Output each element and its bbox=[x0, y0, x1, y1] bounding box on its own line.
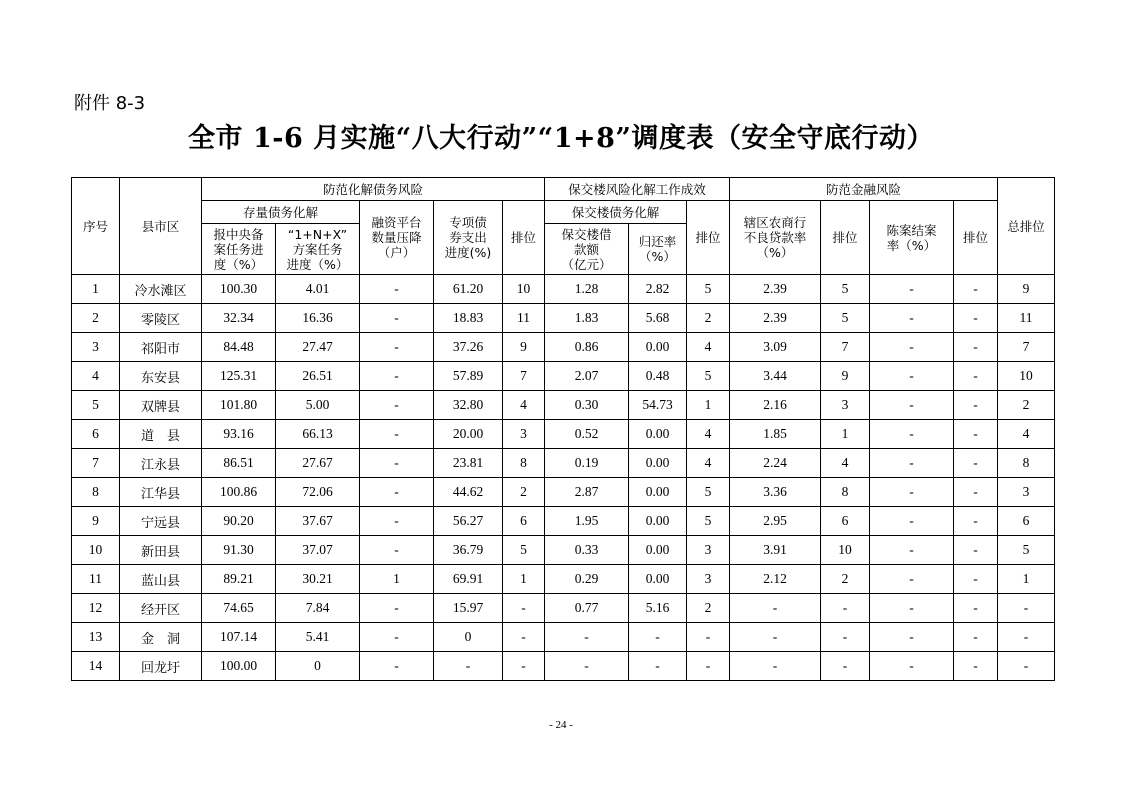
cell-total-rank: 3 bbox=[998, 478, 1055, 507]
cell-total-rank: 2 bbox=[998, 391, 1055, 420]
cell-npl: 3.36 bbox=[730, 478, 821, 507]
cell-seq: 8 bbox=[72, 478, 120, 507]
cell-platform: - bbox=[360, 362, 434, 391]
cell-rank-1: 1 bbox=[503, 565, 545, 594]
cell-npl: 2.12 bbox=[730, 565, 821, 594]
header-total-rank: 总排位 bbox=[998, 178, 1055, 275]
cell-special-bond: 56.27 bbox=[434, 507, 503, 536]
cell-platform: 1 bbox=[360, 565, 434, 594]
cell-rank-1: 4 bbox=[503, 391, 545, 420]
cell-repay-rate: 0.48 bbox=[629, 362, 687, 391]
cell-rank-2: 5 bbox=[687, 362, 730, 391]
cell-loan-amount: 2.07 bbox=[545, 362, 629, 391]
cell-loan-amount: 1.28 bbox=[545, 275, 629, 304]
cell-central-plan: 89.21 bbox=[202, 565, 276, 594]
header-npl: 辖区农商行 不良贷款率 （%） bbox=[730, 201, 821, 275]
cell-county: 零陵区 bbox=[120, 304, 202, 333]
attachment-label: 附件 8-3 bbox=[74, 93, 146, 114]
dispatch-table bbox=[71, 177, 1055, 681]
cell-county: 金 洞 bbox=[120, 623, 202, 652]
cell-rank-3: 2 bbox=[821, 565, 870, 594]
table-row bbox=[72, 391, 1055, 420]
cell-central-plan: 100.00 bbox=[202, 652, 276, 681]
cell-rank-1: - bbox=[503, 594, 545, 623]
cell-rank-2: 3 bbox=[687, 565, 730, 594]
cell-rank-4: - bbox=[954, 275, 998, 304]
cell-rank-4: - bbox=[954, 391, 998, 420]
cell-loan-amount: 1.83 bbox=[545, 304, 629, 333]
cell-plan-1nx: 4.01 bbox=[276, 275, 360, 304]
cell-case-rate: - bbox=[870, 391, 954, 420]
cell-case-rate: - bbox=[870, 275, 954, 304]
header-platform: 融资平台 数量压降 （户） bbox=[360, 201, 434, 275]
cell-rank-3: - bbox=[821, 623, 870, 652]
cell-central-plan: 100.30 bbox=[202, 275, 276, 304]
cell-npl: 3.91 bbox=[730, 536, 821, 565]
cell-plan-1nx: 27.47 bbox=[276, 333, 360, 362]
cell-total-rank: 5 bbox=[998, 536, 1055, 565]
cell-loan-amount: 0.52 bbox=[545, 420, 629, 449]
cell-npl: 2.39 bbox=[730, 304, 821, 333]
cell-case-rate: - bbox=[870, 449, 954, 478]
header-loan-amount: 保交楼借 款额 （亿元） bbox=[545, 224, 629, 275]
table-row bbox=[72, 362, 1055, 391]
cell-rank-4: - bbox=[954, 507, 998, 536]
cell-plan-1nx: 7.84 bbox=[276, 594, 360, 623]
cell-loan-amount: 0.33 bbox=[545, 536, 629, 565]
cell-npl: 2.39 bbox=[730, 275, 821, 304]
cell-case-rate: - bbox=[870, 333, 954, 362]
cell-platform: - bbox=[360, 594, 434, 623]
cell-repay-rate: 5.68 bbox=[629, 304, 687, 333]
header-repay-rate: 归还率 （%） bbox=[629, 224, 687, 275]
cell-loan-amount: 1.95 bbox=[545, 507, 629, 536]
cell-total-rank: 11 bbox=[998, 304, 1055, 333]
cell-repay-rate: 0.00 bbox=[629, 333, 687, 362]
cell-rank-3: 5 bbox=[821, 275, 870, 304]
cell-plan-1nx: 0 bbox=[276, 652, 360, 681]
cell-total-rank: 4 bbox=[998, 420, 1055, 449]
cell-rank-3: 6 bbox=[821, 507, 870, 536]
cell-platform: - bbox=[360, 391, 434, 420]
cell-repay-rate: 0.00 bbox=[629, 449, 687, 478]
cell-rank-3: 10 bbox=[821, 536, 870, 565]
cell-rank-3: - bbox=[821, 652, 870, 681]
cell-county: 蓝山县 bbox=[120, 565, 202, 594]
cell-case-rate: - bbox=[870, 507, 954, 536]
cell-npl: 1.85 bbox=[730, 420, 821, 449]
cell-central-plan: 91.30 bbox=[202, 536, 276, 565]
cell-repay-rate: 2.82 bbox=[629, 275, 687, 304]
cell-county: 双牌县 bbox=[120, 391, 202, 420]
cell-repay-rate: 0.00 bbox=[629, 565, 687, 594]
cell-seq: 12 bbox=[72, 594, 120, 623]
cell-plan-1nx: 16.36 bbox=[276, 304, 360, 333]
cell-county: 东安县 bbox=[120, 362, 202, 391]
cell-seq: 13 bbox=[72, 623, 120, 652]
cell-rank-4: - bbox=[954, 304, 998, 333]
cell-npl: 3.44 bbox=[730, 362, 821, 391]
cell-central-plan: 90.20 bbox=[202, 507, 276, 536]
cell-case-rate: - bbox=[870, 565, 954, 594]
cell-rank-4: - bbox=[954, 652, 998, 681]
page-number: - 24 - bbox=[549, 719, 573, 731]
cell-loan-amount: 0.29 bbox=[545, 565, 629, 594]
header-case-rate: 陈案结案 率（%） bbox=[870, 201, 954, 275]
cell-rank-4: - bbox=[954, 362, 998, 391]
cell-rank-4: - bbox=[954, 565, 998, 594]
cell-rank-1: 10 bbox=[503, 275, 545, 304]
cell-rank-3: 9 bbox=[821, 362, 870, 391]
table-row bbox=[72, 565, 1055, 594]
cell-case-rate: - bbox=[870, 652, 954, 681]
cell-npl: - bbox=[730, 623, 821, 652]
cell-case-rate: - bbox=[870, 623, 954, 652]
cell-rank-2: 3 bbox=[687, 536, 730, 565]
cell-seq: 11 bbox=[72, 565, 120, 594]
cell-rank-2: 2 bbox=[687, 304, 730, 333]
table-body bbox=[72, 275, 1055, 681]
cell-total-rank: 9 bbox=[998, 275, 1055, 304]
cell-plan-1nx: 5.00 bbox=[276, 391, 360, 420]
table-row bbox=[72, 449, 1055, 478]
cell-rank-1: 3 bbox=[503, 420, 545, 449]
header-rank-3: 排位 bbox=[821, 201, 870, 275]
cell-case-rate: - bbox=[870, 362, 954, 391]
cell-rank-4: - bbox=[954, 594, 998, 623]
table-row bbox=[72, 333, 1055, 362]
cell-rank-1: 6 bbox=[503, 507, 545, 536]
cell-plan-1nx: 27.67 bbox=[276, 449, 360, 478]
cell-rank-2: 5 bbox=[687, 507, 730, 536]
cell-npl: 2.16 bbox=[730, 391, 821, 420]
cell-platform: - bbox=[360, 449, 434, 478]
cell-seq: 1 bbox=[72, 275, 120, 304]
cell-county: 江永县 bbox=[120, 449, 202, 478]
header-seq: 序号 bbox=[72, 178, 120, 275]
cell-rank-1: - bbox=[503, 652, 545, 681]
cell-total-rank: 10 bbox=[998, 362, 1055, 391]
cell-repay-rate: - bbox=[629, 652, 687, 681]
header-housing-debt: 保交楼债务化解 bbox=[545, 201, 687, 224]
cell-npl: 2.24 bbox=[730, 449, 821, 478]
cell-central-plan: 100.86 bbox=[202, 478, 276, 507]
cell-central-plan: 86.51 bbox=[202, 449, 276, 478]
cell-county: 道 县 bbox=[120, 420, 202, 449]
cell-special-bond: 57.89 bbox=[434, 362, 503, 391]
cell-platform: - bbox=[360, 478, 434, 507]
cell-special-bond: 37.26 bbox=[434, 333, 503, 362]
header-special-bond: 专项债 券支出 进度(%) bbox=[434, 201, 503, 275]
cell-county: 新田县 bbox=[120, 536, 202, 565]
cell-seq: 7 bbox=[72, 449, 120, 478]
cell-rank-1: 8 bbox=[503, 449, 545, 478]
cell-total-rank: - bbox=[998, 594, 1055, 623]
cell-loan-amount: - bbox=[545, 652, 629, 681]
cell-loan-amount: 0.86 bbox=[545, 333, 629, 362]
cell-repay-rate: 0.00 bbox=[629, 507, 687, 536]
table-row bbox=[72, 275, 1055, 304]
cell-seq: 3 bbox=[72, 333, 120, 362]
cell-repay-rate: 5.16 bbox=[629, 594, 687, 623]
table-row bbox=[72, 304, 1055, 333]
cell-total-rank: - bbox=[998, 623, 1055, 652]
cell-seq: 6 bbox=[72, 420, 120, 449]
cell-plan-1nx: 26.51 bbox=[276, 362, 360, 391]
cell-loan-amount: 0.19 bbox=[545, 449, 629, 478]
cell-rank-2: 1 bbox=[687, 391, 730, 420]
cell-plan-1nx: 66.13 bbox=[276, 420, 360, 449]
cell-rank-3: 8 bbox=[821, 478, 870, 507]
cell-rank-2: - bbox=[687, 623, 730, 652]
header-rank-4: 排位 bbox=[954, 201, 998, 275]
header-stock-debt: 存量债务化解 bbox=[202, 201, 360, 224]
cell-central-plan: 93.16 bbox=[202, 420, 276, 449]
cell-rank-4: - bbox=[954, 623, 998, 652]
cell-npl: 3.09 bbox=[730, 333, 821, 362]
cell-rank-3: - bbox=[821, 594, 870, 623]
cell-seq: 2 bbox=[72, 304, 120, 333]
cell-case-rate: - bbox=[870, 304, 954, 333]
cell-loan-amount: 2.87 bbox=[545, 478, 629, 507]
cell-central-plan: 107.14 bbox=[202, 623, 276, 652]
table-row bbox=[72, 652, 1055, 681]
cell-total-rank: 7 bbox=[998, 333, 1055, 362]
cell-seq: 5 bbox=[72, 391, 120, 420]
header-group-housing: 保交楼风险化解工作成效 bbox=[545, 178, 730, 201]
cell-rank-3: 5 bbox=[821, 304, 870, 333]
table-row bbox=[72, 420, 1055, 449]
cell-special-bond: 44.62 bbox=[434, 478, 503, 507]
header-rank-1: 排位 bbox=[503, 201, 545, 275]
cell-rank-2: 2 bbox=[687, 594, 730, 623]
cell-rank-3: 7 bbox=[821, 333, 870, 362]
cell-platform: - bbox=[360, 623, 434, 652]
cell-central-plan: 101.80 bbox=[202, 391, 276, 420]
header-central-plan: 报中央备 案任务进 度（%） bbox=[202, 224, 276, 275]
cell-platform: - bbox=[360, 420, 434, 449]
cell-platform: - bbox=[360, 275, 434, 304]
header-county: 县市区 bbox=[120, 178, 202, 275]
cell-platform: - bbox=[360, 652, 434, 681]
cell-special-bond: 0 bbox=[434, 623, 503, 652]
cell-county: 宁远县 bbox=[120, 507, 202, 536]
page-title: 全市 1-6 月实施“八大行动”“1+8”调度表（安全守底行动） bbox=[188, 123, 934, 154]
cell-case-rate: - bbox=[870, 594, 954, 623]
cell-rank-1: 9 bbox=[503, 333, 545, 362]
cell-npl: - bbox=[730, 652, 821, 681]
cell-npl: - bbox=[730, 594, 821, 623]
cell-rank-1: 7 bbox=[503, 362, 545, 391]
cell-central-plan: 84.48 bbox=[202, 333, 276, 362]
cell-repay-rate: 54.73 bbox=[629, 391, 687, 420]
cell-plan-1nx: 37.67 bbox=[276, 507, 360, 536]
cell-seq: 10 bbox=[72, 536, 120, 565]
cell-special-bond: 69.91 bbox=[434, 565, 503, 594]
cell-loan-amount: 0.77 bbox=[545, 594, 629, 623]
cell-total-rank: 8 bbox=[998, 449, 1055, 478]
cell-special-bond: 15.97 bbox=[434, 594, 503, 623]
cell-rank-1: - bbox=[503, 623, 545, 652]
cell-plan-1nx: 72.06 bbox=[276, 478, 360, 507]
table-row bbox=[72, 623, 1055, 652]
table-row bbox=[72, 478, 1055, 507]
cell-county: 江华县 bbox=[120, 478, 202, 507]
cell-rank-1: 11 bbox=[503, 304, 545, 333]
header-group-debt: 防范化解债务风险 bbox=[202, 178, 545, 201]
cell-repay-rate: 0.00 bbox=[629, 420, 687, 449]
cell-platform: - bbox=[360, 333, 434, 362]
cell-rank-3: 3 bbox=[821, 391, 870, 420]
cell-case-rate: - bbox=[870, 478, 954, 507]
cell-loan-amount: - bbox=[545, 623, 629, 652]
cell-special-bond: - bbox=[434, 652, 503, 681]
cell-county: 回龙圩 bbox=[120, 652, 202, 681]
header-group-finance: 防范金融风险 bbox=[730, 178, 998, 201]
cell-platform: - bbox=[360, 304, 434, 333]
cell-plan-1nx: 5.41 bbox=[276, 623, 360, 652]
cell-county: 祁阳市 bbox=[120, 333, 202, 362]
cell-repay-rate: 0.00 bbox=[629, 478, 687, 507]
cell-rank-4: - bbox=[954, 420, 998, 449]
cell-rank-2: 5 bbox=[687, 478, 730, 507]
table-row bbox=[72, 507, 1055, 536]
cell-special-bond: 18.83 bbox=[434, 304, 503, 333]
cell-central-plan: 125.31 bbox=[202, 362, 276, 391]
cell-case-rate: - bbox=[870, 420, 954, 449]
cell-total-rank: 1 bbox=[998, 565, 1055, 594]
cell-special-bond: 36.79 bbox=[434, 536, 503, 565]
table-row bbox=[72, 536, 1055, 565]
cell-rank-1: 5 bbox=[503, 536, 545, 565]
cell-central-plan: 74.65 bbox=[202, 594, 276, 623]
cell-npl: 2.95 bbox=[730, 507, 821, 536]
header-rank-2: 排位 bbox=[687, 201, 730, 275]
cell-total-rank: 6 bbox=[998, 507, 1055, 536]
cell-seq: 4 bbox=[72, 362, 120, 391]
cell-plan-1nx: 30.21 bbox=[276, 565, 360, 594]
cell-rank-4: - bbox=[954, 333, 998, 362]
cell-central-plan: 32.34 bbox=[202, 304, 276, 333]
cell-rank-2: - bbox=[687, 652, 730, 681]
cell-special-bond: 61.20 bbox=[434, 275, 503, 304]
cell-repay-rate: 0.00 bbox=[629, 536, 687, 565]
header-plan-1nx: “1+N+X” 方案任务 进度（%） bbox=[276, 224, 360, 275]
cell-special-bond: 32.80 bbox=[434, 391, 503, 420]
cell-rank-4: - bbox=[954, 478, 998, 507]
cell-rank-2: 4 bbox=[687, 449, 730, 478]
cell-plan-1nx: 37.07 bbox=[276, 536, 360, 565]
cell-seq: 14 bbox=[72, 652, 120, 681]
cell-rank-2: 4 bbox=[687, 420, 730, 449]
cell-rank-3: 4 bbox=[821, 449, 870, 478]
cell-rank-4: - bbox=[954, 449, 998, 478]
cell-special-bond: 23.81 bbox=[434, 449, 503, 478]
cell-county: 冷水滩区 bbox=[120, 275, 202, 304]
cell-rank-2: 5 bbox=[687, 275, 730, 304]
cell-rank-1: 2 bbox=[503, 478, 545, 507]
cell-loan-amount: 0.30 bbox=[545, 391, 629, 420]
cell-repay-rate: - bbox=[629, 623, 687, 652]
cell-case-rate: - bbox=[870, 536, 954, 565]
table-row bbox=[72, 594, 1055, 623]
cell-platform: - bbox=[360, 536, 434, 565]
cell-rank-2: 4 bbox=[687, 333, 730, 362]
cell-seq: 9 bbox=[72, 507, 120, 536]
cell-county: 经开区 bbox=[120, 594, 202, 623]
cell-platform: - bbox=[360, 507, 434, 536]
cell-rank-4: - bbox=[954, 536, 998, 565]
cell-special-bond: 20.00 bbox=[434, 420, 503, 449]
cell-rank-3: 1 bbox=[821, 420, 870, 449]
cell-total-rank: - bbox=[998, 652, 1055, 681]
